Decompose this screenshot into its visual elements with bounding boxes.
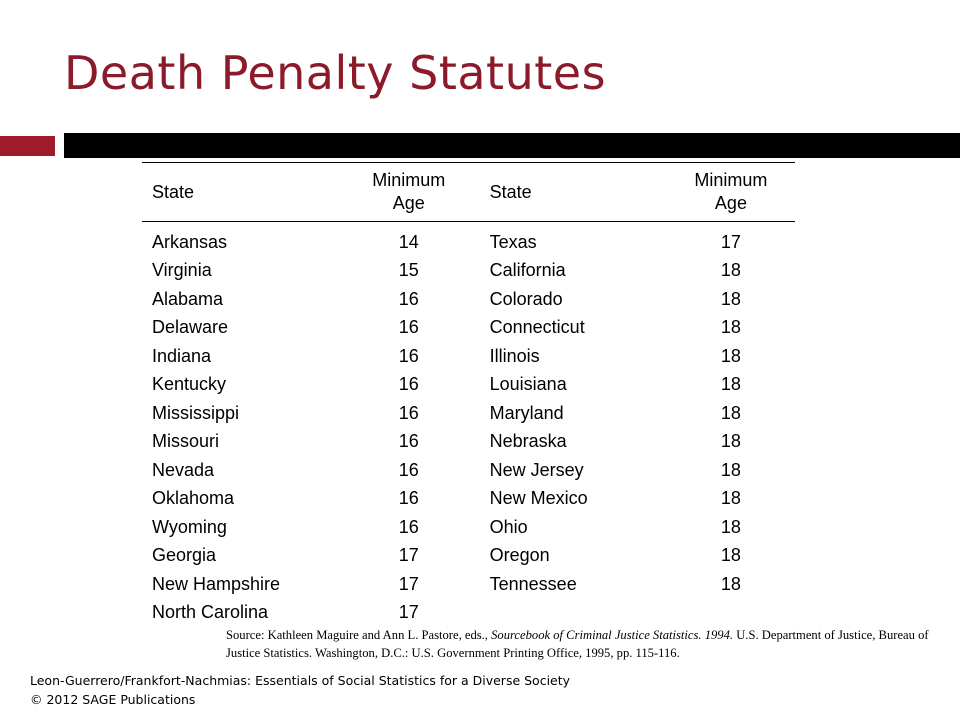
- header-min-age-2-text: Minimum Age: [694, 170, 768, 213]
- cell-state-right: California: [489, 260, 566, 281]
- cell-state-right: Connecticut: [489, 317, 585, 338]
- slide-title: Death Penalty Statutes: [64, 46, 607, 100]
- header-min-age-2: [667, 163, 795, 222]
- cell-min-age-right: 17: [720, 231, 741, 252]
- table-body: [142, 222, 795, 628]
- statutes-table-container: [142, 162, 795, 627]
- header-state-2-text: State: [489, 181, 532, 202]
- cell-min-age-right: 18: [720, 573, 741, 594]
- cell-state-right: [478, 599, 667, 628]
- cell-state-left: Kentucky: [152, 374, 227, 395]
- cell-state-left: Virginia: [152, 260, 212, 281]
- cell-state-left: Missouri: [152, 431, 220, 452]
- cell-state-right: New Mexico: [489, 488, 588, 509]
- source-prefix: Source: Kathleen Maguire and Ann L. Pastore, eds.,: [226, 628, 492, 642]
- cell-min-age-left: 16: [398, 374, 419, 395]
- source-citation: [226, 626, 938, 662]
- cell-min-age-right: 18: [720, 345, 741, 366]
- cell-min-age-left: 16: [398, 402, 419, 423]
- cell-min-age-right: 18: [720, 488, 741, 509]
- header-min-age-1-text: Minimum Age: [372, 170, 446, 213]
- cell-state-right: Maryland: [489, 402, 564, 423]
- cell-state-right: Colorado: [489, 288, 563, 309]
- table-header-row: [142, 163, 795, 222]
- cell-min-age-left: 16: [398, 345, 419, 366]
- footer: [30, 671, 570, 709]
- footer-credit: Leon-Guerrero/Frankfort-Nachmias: Essentials of Social Statistics for a Diverse Society: [30, 673, 571, 688]
- cell-state-left: Nevada: [152, 459, 215, 480]
- cell-min-age-left: 16: [398, 459, 419, 480]
- table-row: [142, 513, 795, 542]
- table-row: [142, 399, 795, 428]
- table-row: [142, 257, 795, 286]
- cell-min-age-right: 18: [720, 402, 741, 423]
- table-row: [142, 314, 795, 343]
- cell-state-left: New Hampshire: [152, 573, 281, 594]
- cell-min-age-left: 16: [398, 516, 419, 537]
- cell-state-left: Wyoming: [152, 516, 227, 537]
- cell-min-age-right: 18: [720, 317, 741, 338]
- cell-min-age-right: 18: [720, 431, 741, 452]
- cell-state-right: Ohio: [489, 516, 528, 537]
- cell-min-age-right: [667, 599, 795, 628]
- cell-min-age-right: 18: [720, 260, 741, 281]
- cell-state-right: Tennessee: [489, 573, 577, 594]
- table-row: [142, 570, 795, 599]
- cell-state-left: Alabama: [152, 288, 224, 309]
- cell-state-right: Louisiana: [489, 374, 567, 395]
- cell-state-left: Indiana: [152, 345, 212, 366]
- cell-min-age-right: 18: [720, 459, 741, 480]
- cell-min-age-left: 17: [398, 602, 419, 623]
- title-rule-bar: [64, 133, 960, 158]
- cell-min-age-right: 18: [720, 516, 741, 537]
- cell-state-left: Mississippi: [152, 402, 240, 423]
- statutes-table: [142, 162, 795, 627]
- cell-state-right: Illinois: [489, 345, 540, 366]
- table-row: [142, 599, 795, 628]
- footer-copyright: © 2012 SAGE Publications: [30, 692, 196, 707]
- table-row: [142, 222, 795, 257]
- cell-min-age-right: 18: [720, 374, 741, 395]
- header-state-1-text: State: [152, 181, 195, 202]
- cell-state-left: Delaware: [152, 317, 229, 338]
- cell-state-left: Arkansas: [152, 231, 228, 252]
- cell-state-right: Texas: [489, 231, 537, 252]
- header-min-age-1: [340, 163, 478, 222]
- table-row: [142, 456, 795, 485]
- source-suffix: U.S. Department of Justice, Bureau of Justice Statistics. Washington, D.C.: U.S. Government Printing Office, 1995, pp. 115-116.: [226, 628, 929, 660]
- table-row: [142, 285, 795, 314]
- cell-min-age-left: 16: [398, 431, 419, 452]
- cell-state-right: New Jersey: [489, 459, 584, 480]
- cell-state-left: North Carolina: [152, 602, 269, 623]
- cell-state-left: Georgia: [152, 545, 217, 566]
- cell-min-age-right: 18: [720, 288, 741, 309]
- cell-min-age-left: 17: [398, 573, 419, 594]
- cell-state-right: Nebraska: [489, 431, 567, 452]
- cell-min-age-left: 14: [398, 231, 419, 252]
- table-row: [142, 485, 795, 514]
- table-row: [142, 371, 795, 400]
- source-title: Sourcebook of Criminal Justice Statistics. 1994.: [491, 628, 734, 642]
- cell-min-age-left: 15: [398, 260, 419, 281]
- header-state-1: [142, 163, 340, 222]
- cell-min-age-left: 16: [398, 488, 419, 509]
- table-row: [142, 542, 795, 571]
- header-state-2: [478, 163, 667, 222]
- cell-min-age-left: 16: [398, 317, 419, 338]
- cell-state-right: Oregon: [489, 545, 550, 566]
- cell-min-age-left: 16: [398, 288, 419, 309]
- accent-bar: [0, 136, 55, 156]
- table-row: [142, 342, 795, 371]
- cell-min-age-left: 17: [398, 545, 419, 566]
- table-row: [142, 428, 795, 457]
- cell-state-left: Oklahoma: [152, 488, 235, 509]
- cell-min-age-right: 18: [720, 545, 741, 566]
